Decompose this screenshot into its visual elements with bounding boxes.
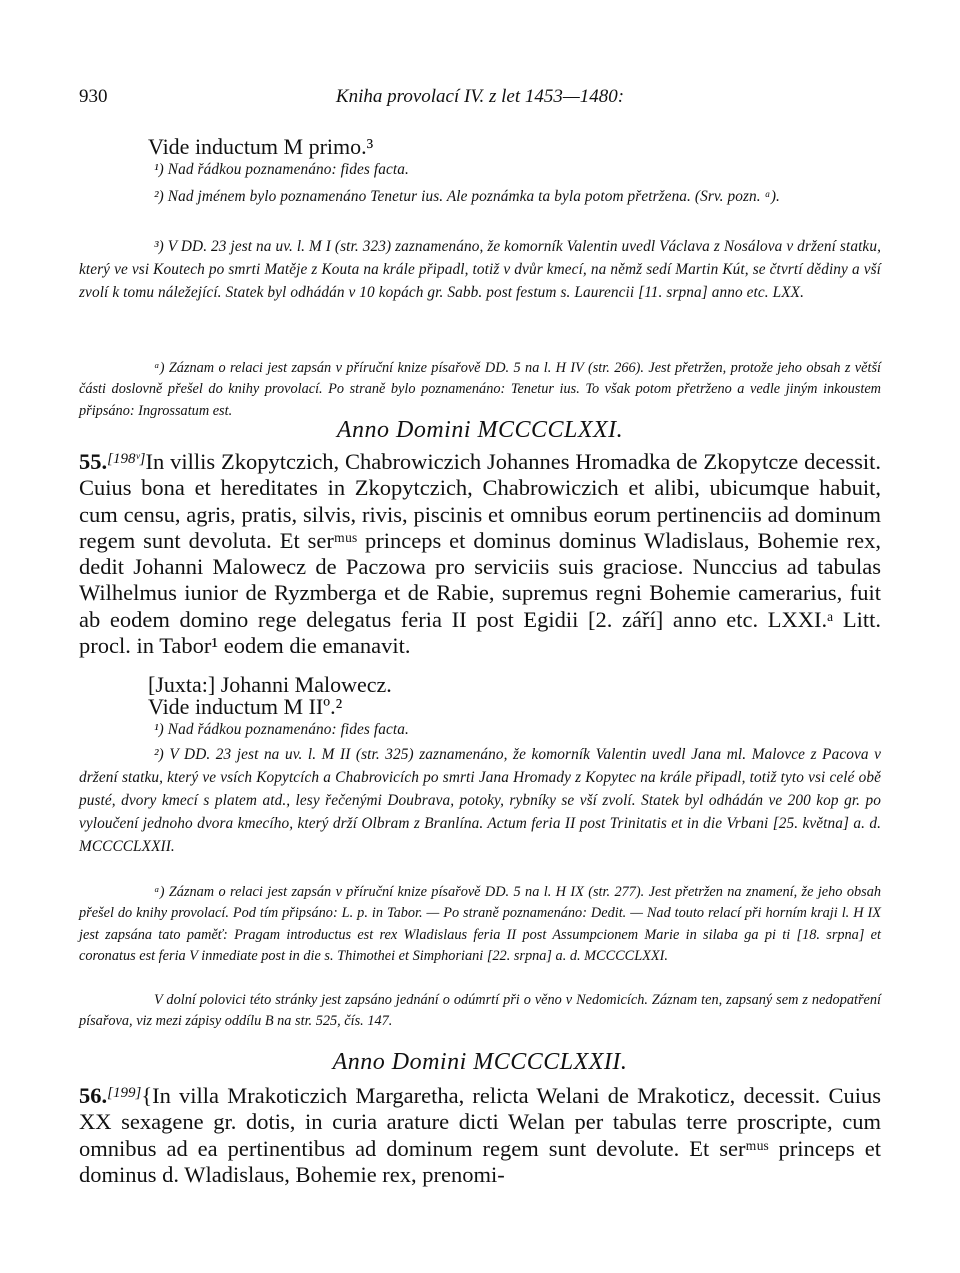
year-heading-1472: Anno Domini MCCCCLXXII. [332,1049,628,1075]
vide-line-2: Vide inductum M IIº.² [148,694,343,719]
footnote-3: ³) V DD. 23 jest na uv. l. M I (str. 323) zaznamenáno, že komorník Valentin uvedl Václava z Nosálova v držení statku, který ve vsi Koutech po smrti Matěje z Kouta na krále připadl, totiž v dvůr kmecí, na němž sedí Martin Kút, se čtvrtí dědiny a vší zvolí k tomu náležející. Statek byl odhádán v 10 kopách gr. Sabb. post festum s. Laurencii [11. srpna] anno etc. LXX. [79,238,881,301]
folio-reference: [198ᵛ] [107,451,146,467]
running-header [79,86,881,116]
footnote-2: ²) Nad jménem bylo poznamenáno Tenetur ius. Ale poznámka ta byla potom přetržena. (Srv. pozn. ᵃ). [154,188,780,205]
running-title: Kniha provolací IV. z let 1453—1480: [335,86,625,107]
page-number: 930 [79,86,108,107]
year-heading-1471: Anno Domini MCCCCLXXI. [336,417,624,443]
footnote-55-a: ᵃ) Záznam o relaci jest zapsán v příruční knize písařově DD. 5 na l. H IX (str. 277). Jest přetržen na znamení, že jeho obsah přešel do knihy provolací. Pod tím připsáno: L. p. in Tabor. — Po straně poznamenáno: Dedit. — Nad touto relací při horním kraji l. H IX jest zapsána tato paměť: Pragam introductus est rex Wladislaus feria II post Assumpcionem Marie in silaba ga pi ti [18. srpna] et coronatus est feria V inmediate post in die s. Thimothei et Simphoriani [22. srpna] a. d. MCCCCLXXI. [79,884,881,964]
footnote-a: ᵃ) Záznam o relaci jest zapsán v příruční knize písařově DD. 5 na l. H IV (str. 266). Jest přetržen, protože jeho obsah z větší části doslovně přešel do knihy provolací. Po straně bylo poznamenáno: Tenetur ius. To však potom přetrženo a vedle jiným inkoustem připsáno: Ingrossatum est. [79,360,881,419]
editorial-note: V dolní polovici této stránky jest zapsáno jednání o odúmrtí při o věno v Nedomicích. Záznam ten, zapsaný sem z nedopatření písařova, viz mezi zápisy oddílu B na str. 525, čís. 147. [79,992,881,1030]
footnote-55-2: ²) V DD. 23 jest na uv. l. M II (str. 325) zaznamenáno, že komorník Valentin uvedl Jana ml. Malovce z Pacova v držení statku, který ve vsích Kopytcích a Chabrovicích po smrti Jana Hromady z Kopytec na krále připadl, totiž tyto vsi celé obě pusté, dvory kmecí s platem atd., lesy řečenými Doubrava, potoky, rybníky se vší zvolí. Statek byl odhádán ve 200 kop gr. po vyloučení jednoho dvora kmecího, který drží Olbram z Branlína. Actum feria II post Trinitatis et in die Vrbani [25. května] a. d. MCCCCLXXII. [79,746,881,855]
entry-56 [79,1080,881,1188]
entry-number: 55. [79,449,108,474]
juxta-line: [Juxta:] Johanni Malowecz. [148,672,392,697]
entry-text: In villis Zkopytczich, Chabrowiczich Johannes Hromadka de Zkopytcze decessit. Cuius bona et hereditates in Zkopytczich, Chabrowiczich et alibi, ubicumque habuit, cum censu, agris, pratis, silvis, rivis, piscinis et omnibus eorum pertinenciis ad dominum regem sunt devoluta. Et serᵐᵘˢ princeps et dominus dominus Wladislaus, Bohemie rex, dedit Johanni Malowecz de Paczowa pro serviciis suis graciose. Nunccius ad tabulas Wilhelmus iunior de Ryzmberga et de Rabie, supremus regni Bohemie camerarius, fuit ab eodem domino rege delegatus feria II post Egidii [2. září] anno etc. LXXI.ᵃ Litt. procl. in Tabor¹ eodem die emanavit. [79,449,881,659]
entry-text-56: {In villa Mrakoticzich Margaretha, relicta Welani de Mrakoticz, decessit. Cuius XX sexagene gr. dotis, in curia arature dicti Welan per tabulas terre proscripte, cum omnibus ad ea pertinentibus ad dominum regem sunt devolute. Et serᵐᵘˢ princeps et dominus d. Wladislaus, Bohemie rex, prenomi- [79,1083,881,1187]
footnote-1: ¹) Nad řádkou poznamenáno: fides facta. [154,161,409,178]
folio-reference-56: [199] [107,1085,142,1101]
entry-number-56: 56. [79,1083,108,1108]
footnote-55-1: ¹) Nad řádkou poznamenáno: fides facta. [154,721,409,738]
entry-55 [79,446,881,659]
vide-line: Vide inductum M primo.³ [148,134,374,159]
